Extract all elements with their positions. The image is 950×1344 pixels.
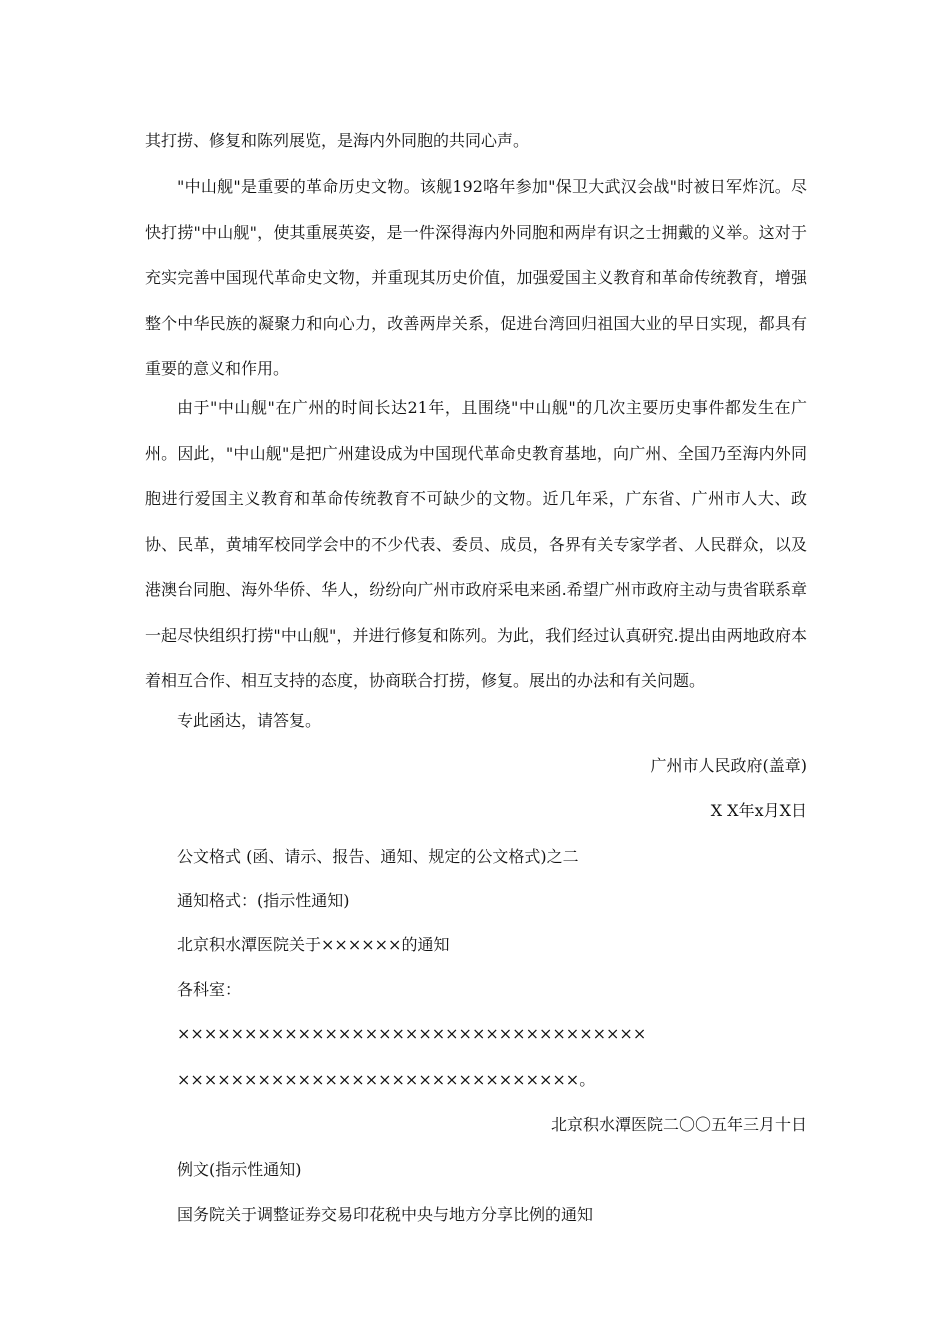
paragraph-closing: 专此函达，请答复。 [177,711,322,730]
example-label: 例文(指示性通知) [177,1160,302,1179]
example-title: 国务院关于调整证券交易印花税中央与地方分享比例的通知 [177,1205,594,1224]
section-title: 公文格式 (函、请示、报告、通知、规定的公文格式)之二 [177,847,579,866]
paragraph-zhongshan-significance: "中山舰"是重要的革命历史文物。该舰192咯年参加"保卫大武汉会战"时被日军炸沉。尽快打捞"中山舰"，使其重展英姿，是一件深得海内外同胞和两岸有识之士拥戴的义举。这对于充实完善中国现代革命史文物，并重现其历史价值，加强爱国主义教育和革命传统教育，增强整个中华民族的凝聚力和向心力，改善两岸关系，促进台湾回归祖国大业的早日实现，都具有重要的意义和作用。 [145,177,807,378]
notice-body-line-2: ××××××××××××××××××××××××××××××。 [177,1070,596,1089]
notice-title: 北京积水潭医院关于××××××的通知 [177,935,450,954]
paragraph-guangzhou-request: 由于"中山舰"在广州的时间长达21年，且围绕"中山舰"的几次主要历史事件都发生在广州。因此，"中山舰"是把广州建设成为中国现代革命史教育基地，向广州、全国乃至海内外同胞进行爱国主义教育和革命传统教育不可缺少的文物。近几年采，广东省、广州市人大、政协、民革，黄埔军校同学会中的不少代表、委员、成员，各界有关专家学者、人民群众，以及港澳台同胞、海外华侨、华人，纷纷向广州市政府采电来函.希望广州市政府主动与贵省联系章一起尽快组织打捞"中山舰"，并进行修复和陈列。为此，我们经过认真研究.提出由两地政府本着相互合作、相互支持的态度，协商联合打捞，修复。展出的办法和有关问题。 [145,398,807,690]
notice-body-line-1: ××××××××××××××××××××××××××××××××××× [177,1024,647,1043]
notice-recipient: 各科室： [177,980,242,999]
notice-signature: 北京积水潭医院二〇〇五年三月十日 [550,1115,807,1134]
paragraph-continuation: 其打捞、修复和陈列展览，是海内外同胞的共同心声。 [145,131,530,150]
signature-date: X X年x月X日 [710,801,807,820]
signature-guangzhou-government: 广州市人民政府(盖章) [650,756,807,775]
notice-format-label: 通知格式：(指示性通知) [177,891,350,910]
